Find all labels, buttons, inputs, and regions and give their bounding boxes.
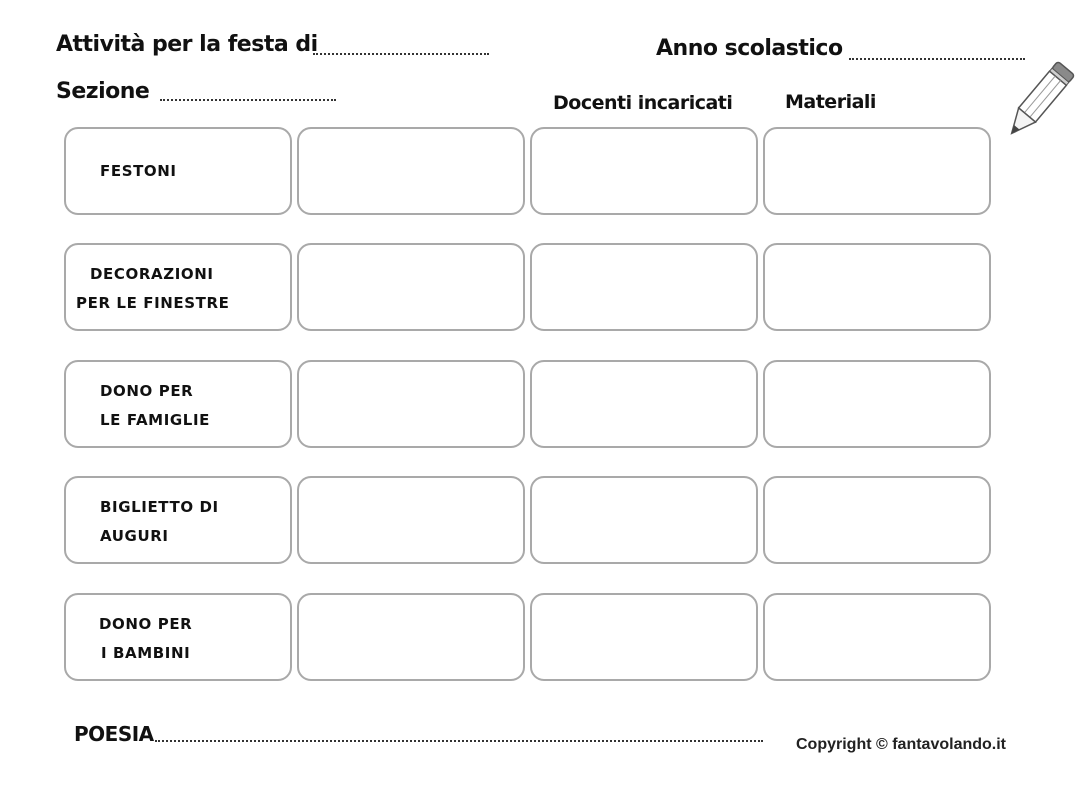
table-cell-responsible[interactable]	[297, 476, 525, 564]
table-cell-docenti[interactable]	[530, 360, 758, 448]
activity-label-line: I BAMBINI	[101, 644, 191, 662]
activity-label	[100, 493, 219, 551]
activity-label	[99, 610, 192, 668]
poesia-input-line[interactable]	[155, 740, 763, 742]
table-cell-responsible[interactable]	[297, 593, 525, 681]
activity-label-line: FESTONI	[100, 162, 177, 180]
sezione-label: Sezione	[56, 79, 150, 104]
table-cell-materiali[interactable]	[763, 593, 991, 681]
table-cell-responsible[interactable]	[297, 127, 525, 215]
poesia-label: POESIA	[74, 722, 154, 746]
table-cell-activity	[64, 127, 292, 215]
table-cell-materiali[interactable]	[763, 127, 991, 215]
table-cell-responsible[interactable]	[297, 243, 525, 331]
table-cell-docenti[interactable]	[530, 593, 758, 681]
activity-label-line: DONO PER	[99, 615, 193, 633]
activity-label-line: PER LE FINESTRE	[76, 294, 230, 312]
activity-label-line: BIGLIETTO DI	[100, 498, 219, 516]
activity-label-line: LE FAMIGLIE	[100, 411, 210, 429]
activity-label	[100, 157, 177, 186]
activity-label-line: AUGURI	[100, 527, 169, 545]
table-cell-materiali[interactable]	[763, 243, 991, 331]
activity-label-line: DECORAZIONI	[90, 265, 214, 283]
table-cell-docenti[interactable]	[530, 476, 758, 564]
activity-label	[100, 377, 210, 435]
festa-label: Attività per la festa di	[56, 32, 318, 57]
festa-input-line[interactable]	[313, 53, 489, 55]
table-cell-materiali[interactable]	[763, 476, 991, 564]
pencil-icon	[998, 56, 1078, 148]
table-cell-docenti[interactable]	[530, 127, 758, 215]
sezione-input-line[interactable]	[160, 99, 336, 101]
table-cell-materiali[interactable]	[763, 360, 991, 448]
anno-label: Anno scolastico	[656, 36, 843, 61]
column-header-docenti: Docenti incaricati	[553, 92, 733, 114]
activity-label-line: DONO PER	[100, 382, 194, 400]
table-cell-responsible[interactable]	[297, 360, 525, 448]
table-cell-docenti[interactable]	[530, 243, 758, 331]
activity-label	[76, 260, 230, 318]
copyright-text: Copyright © fantavolando.it	[796, 736, 1007, 753]
column-header-materiali: Materiali	[785, 91, 876, 113]
